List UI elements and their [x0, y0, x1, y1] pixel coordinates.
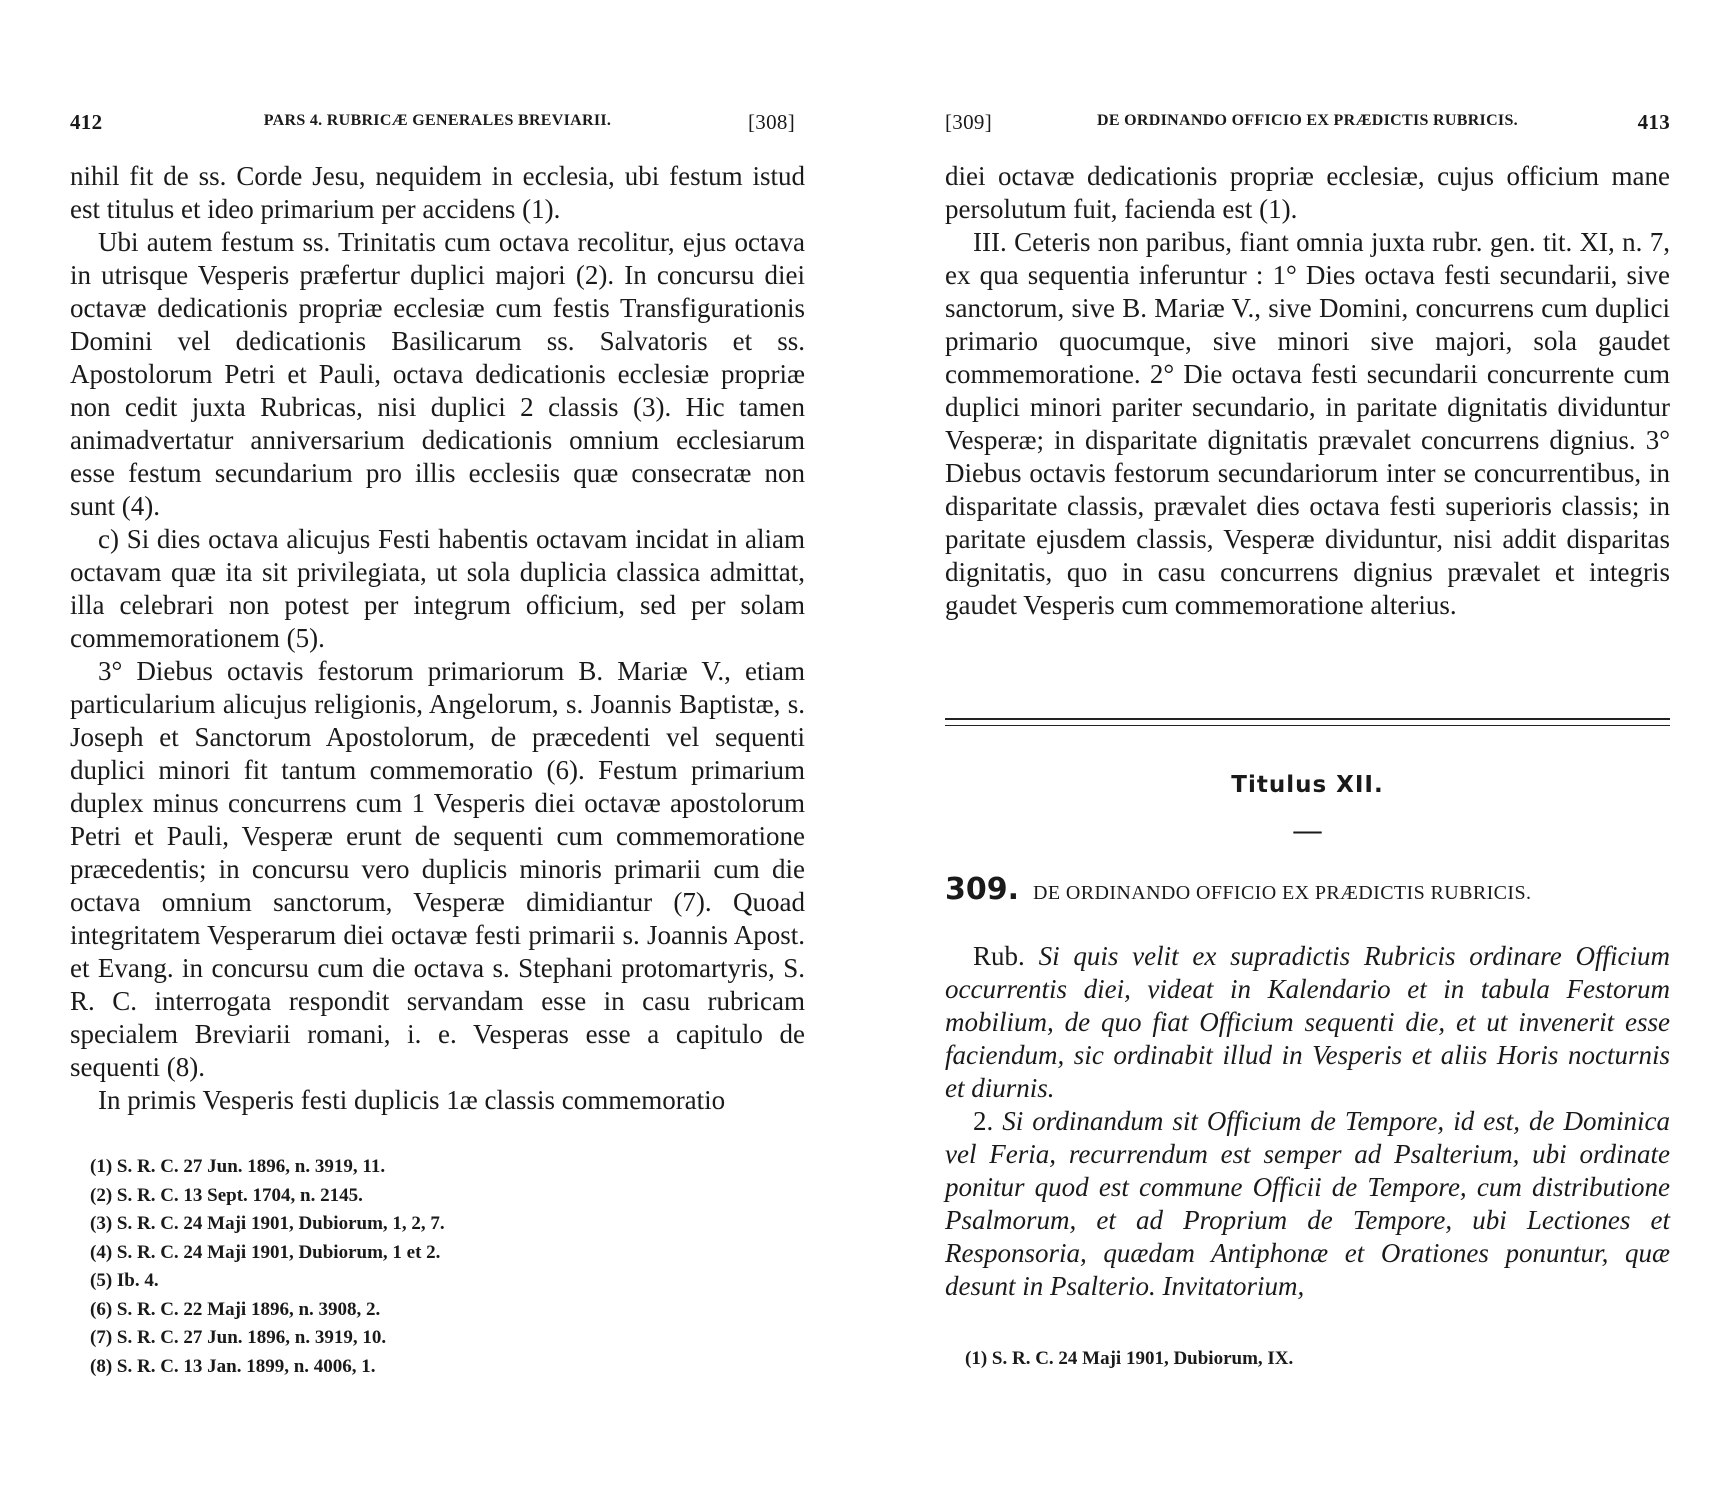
- paragraph: 3° Diebus octavis festorum primariorum B. Mariæ V., etiam particularium alicujus religionis, Angelorum, s. Joannis Baptistæ, s. Joseph et Sanctorum Apostolorum, de præcedenti vel sequenti duplici minori fit tantum commemoratio (6). Festum primarium duplex minus concurrens cum 1 Vesperis diei octavæ apostolorum Petri et Pauli, Vesperæ erunt de sequenti cum commemoratione præcedentis; in concursu vero duplicis minoris primarii cum die octava omnium sanctorum, Vesperæ dimidiantur (7). Quoad integritatem Vesperarum diei octavæ festi primarii s. Joannis Apost. et Evang. in concursu cum die octava s. Stephani protomartyris, S. R. C. interrogata respondit servandam esse in casu rubricam specialem Breviarii romani, i. e. Vesperas esse a capitulo de sequenti (8).: [70, 656, 805, 1082]
- running-title: DE ORDINANDO OFFICIO EX PRÆDICTIS RUBRICIS.: [1097, 112, 1518, 129]
- running-title: PARS 4. RUBRICÆ GENERALES BREVIARII.: [263, 112, 612, 129]
- body-text: [70, 160, 805, 1117]
- rubric-paragraph: Si ordinandum sit Officium de Tempore, id est, de Dominica vel Feria, recurrendum est semper ad Psalterium, ubi ordinate ponitur quod est commune Officii de Tempore, cum distributione Psalmorum, et ad Proprium de Tempore, ubi Lectiones et Responsoria, quædam Antiphonæ et Orationes ponuntur, quæ desunt in Psalterio. Invitatorium,: [945, 1106, 1670, 1301]
- footnote: (1) S. R. C. 24 Maji 1901, Dubiorum, IX.: [965, 1348, 1294, 1369]
- right-page: [945, 0, 1670, 1500]
- footnote: (3) S. R. C. 24 Maji 1901, Dubiorum, 1, 2, 7.: [90, 1213, 445, 1234]
- footnote: (2) S. R. C. 13 Sept. 1704, n. 2145.: [90, 1184, 363, 1206]
- titulus-dash: —: [1293, 815, 1322, 846]
- body-text: [945, 160, 1670, 622]
- footnote: (1) S. R. C. 27 Jun. 1896, n. 3919, 11.: [90, 1156, 386, 1177]
- page-number: 413: [1637, 110, 1670, 134]
- footnote: (4) S. R. C. 24 Maji 1901, Dubiorum, 1 et 2.: [90, 1241, 441, 1263]
- titulus-heading: Titulus XII.: [1231, 772, 1384, 798]
- paragraph-number: 2.: [973, 1106, 994, 1136]
- running-head: [70, 110, 805, 136]
- paragraph: [945, 1105, 1670, 1303]
- rubric-text: [945, 940, 1670, 1303]
- running-head: [945, 110, 1670, 136]
- paragraph: Ubi autem festum ss. Trinitatis cum octava recolitur, ejus octava in utrisque Vesperis præfertur duplici majori (2). In concursu diei octavæ dedicationis propriæ ecclesiæ cum festis Transfigurationis Domini vel dedicationis Basilicarum ss. Salvatoris et ss. Apostolorum Petri et Pauli, octava dedicationis ecclesiæ propriæ non cedit juxta Rubricas, nisi duplici 2 classis (3). Hic tamen animadvertatur anniversarium dedicationis omnium ecclesiarum esse festum secundarium pro illis ecclesiis quæ consecratæ non sunt (4).: [70, 227, 805, 521]
- footnote: (5) Ib. 4.: [90, 1270, 159, 1291]
- bracket-number: [308]: [748, 110, 795, 134]
- paragraph: diei octavæ dedicationis propriæ ecclesiæ, cujus officium mane persolutum fuit, facienda est (1).: [945, 161, 1670, 224]
- section-number: 309.: [945, 872, 1020, 907]
- footnotes: [965, 1345, 1670, 1374]
- page-number: 412: [70, 110, 103, 134]
- bracket-number: [309]: [945, 110, 992, 134]
- paragraph: nihil fit de ss. Corde Jesu, nequidem in ecclesia, ubi festum istud est titulus et ideo primarium per accidens (1).: [70, 161, 805, 224]
- footnote: (6) S. R. C. 22 Maji 1896, n. 3908, 2.: [90, 1298, 381, 1320]
- section-heading: [945, 872, 1670, 907]
- paragraph: [945, 940, 1670, 1105]
- footnote: (8) S. R. C. 13 Jan. 1899, n. 4006, 1.: [90, 1355, 376, 1377]
- left-page: [70, 0, 805, 1500]
- paragraph: c) Si dies octava alicujus Festi habentis octavam incidat in aliam octavam quæ ita sit privilegiata, ut sola duplicia classica admittat, illa celebrari non potest per integrum officium, sed per solam commemorationem (5).: [70, 524, 805, 653]
- paragraph: III. Ceteris non paribus, fiant omnia juxta rubr. gen. tit. XI, n. 7, ex qua sequentia inferuntur : 1° Dies octava festi secundarii, sive sanctorum, sive B. Mariæ V., sive Domini, concurrens cum duplici primario quocumque, sive minori sive majori, sola gaudet commemoratione. 2° Die octava festi secundarii concurrente cum duplici minori pariter secundario, in paritate dignitatis dividuntur Vesperæ; in disparitate dignitatis prævalet concurrens dignius. 3° Diebus octavis festorum secundariorum inter se concurrentibus, in disparitate classis, prævalet dies octava festi superioris classis; in paritate ejusdem classis, Vesperæ dividuntur, nisi addit disparitas dignitatis, quo in casu concurrens dignius prævalet et integris gaudet Vesperis cum commemoratione alterius.: [945, 227, 1670, 620]
- paragraph: In primis Vesperis festi duplicis 1æ classis commemoratio: [98, 1085, 726, 1115]
- rub-label: Rub.: [973, 941, 1025, 971]
- footnotes: [90, 1153, 805, 1381]
- rule-line: [945, 725, 1670, 726]
- footnote: (7) S. R. C. 27 Jun. 1896, n. 3919, 10.: [90, 1327, 387, 1348]
- rule-line: [945, 718, 1670, 720]
- double-rule-divider: [945, 718, 1670, 730]
- rubric-paragraph: Si quis velit ex supradictis Rubricis ordinare Officium occurrentis diei, videat in Kalendario et in tabula Festorum mobilium, de quo fiat Officium sequenti die, et ut invenerit esse faciendum, sic ordinabit illud in Vesperis et aliis Horis nocturnis et diurnis.: [945, 941, 1671, 1103]
- section-title: DE ORDINANDO OFFICIO EX PRÆDICTIS RUBRICIS.: [1033, 882, 1532, 904]
